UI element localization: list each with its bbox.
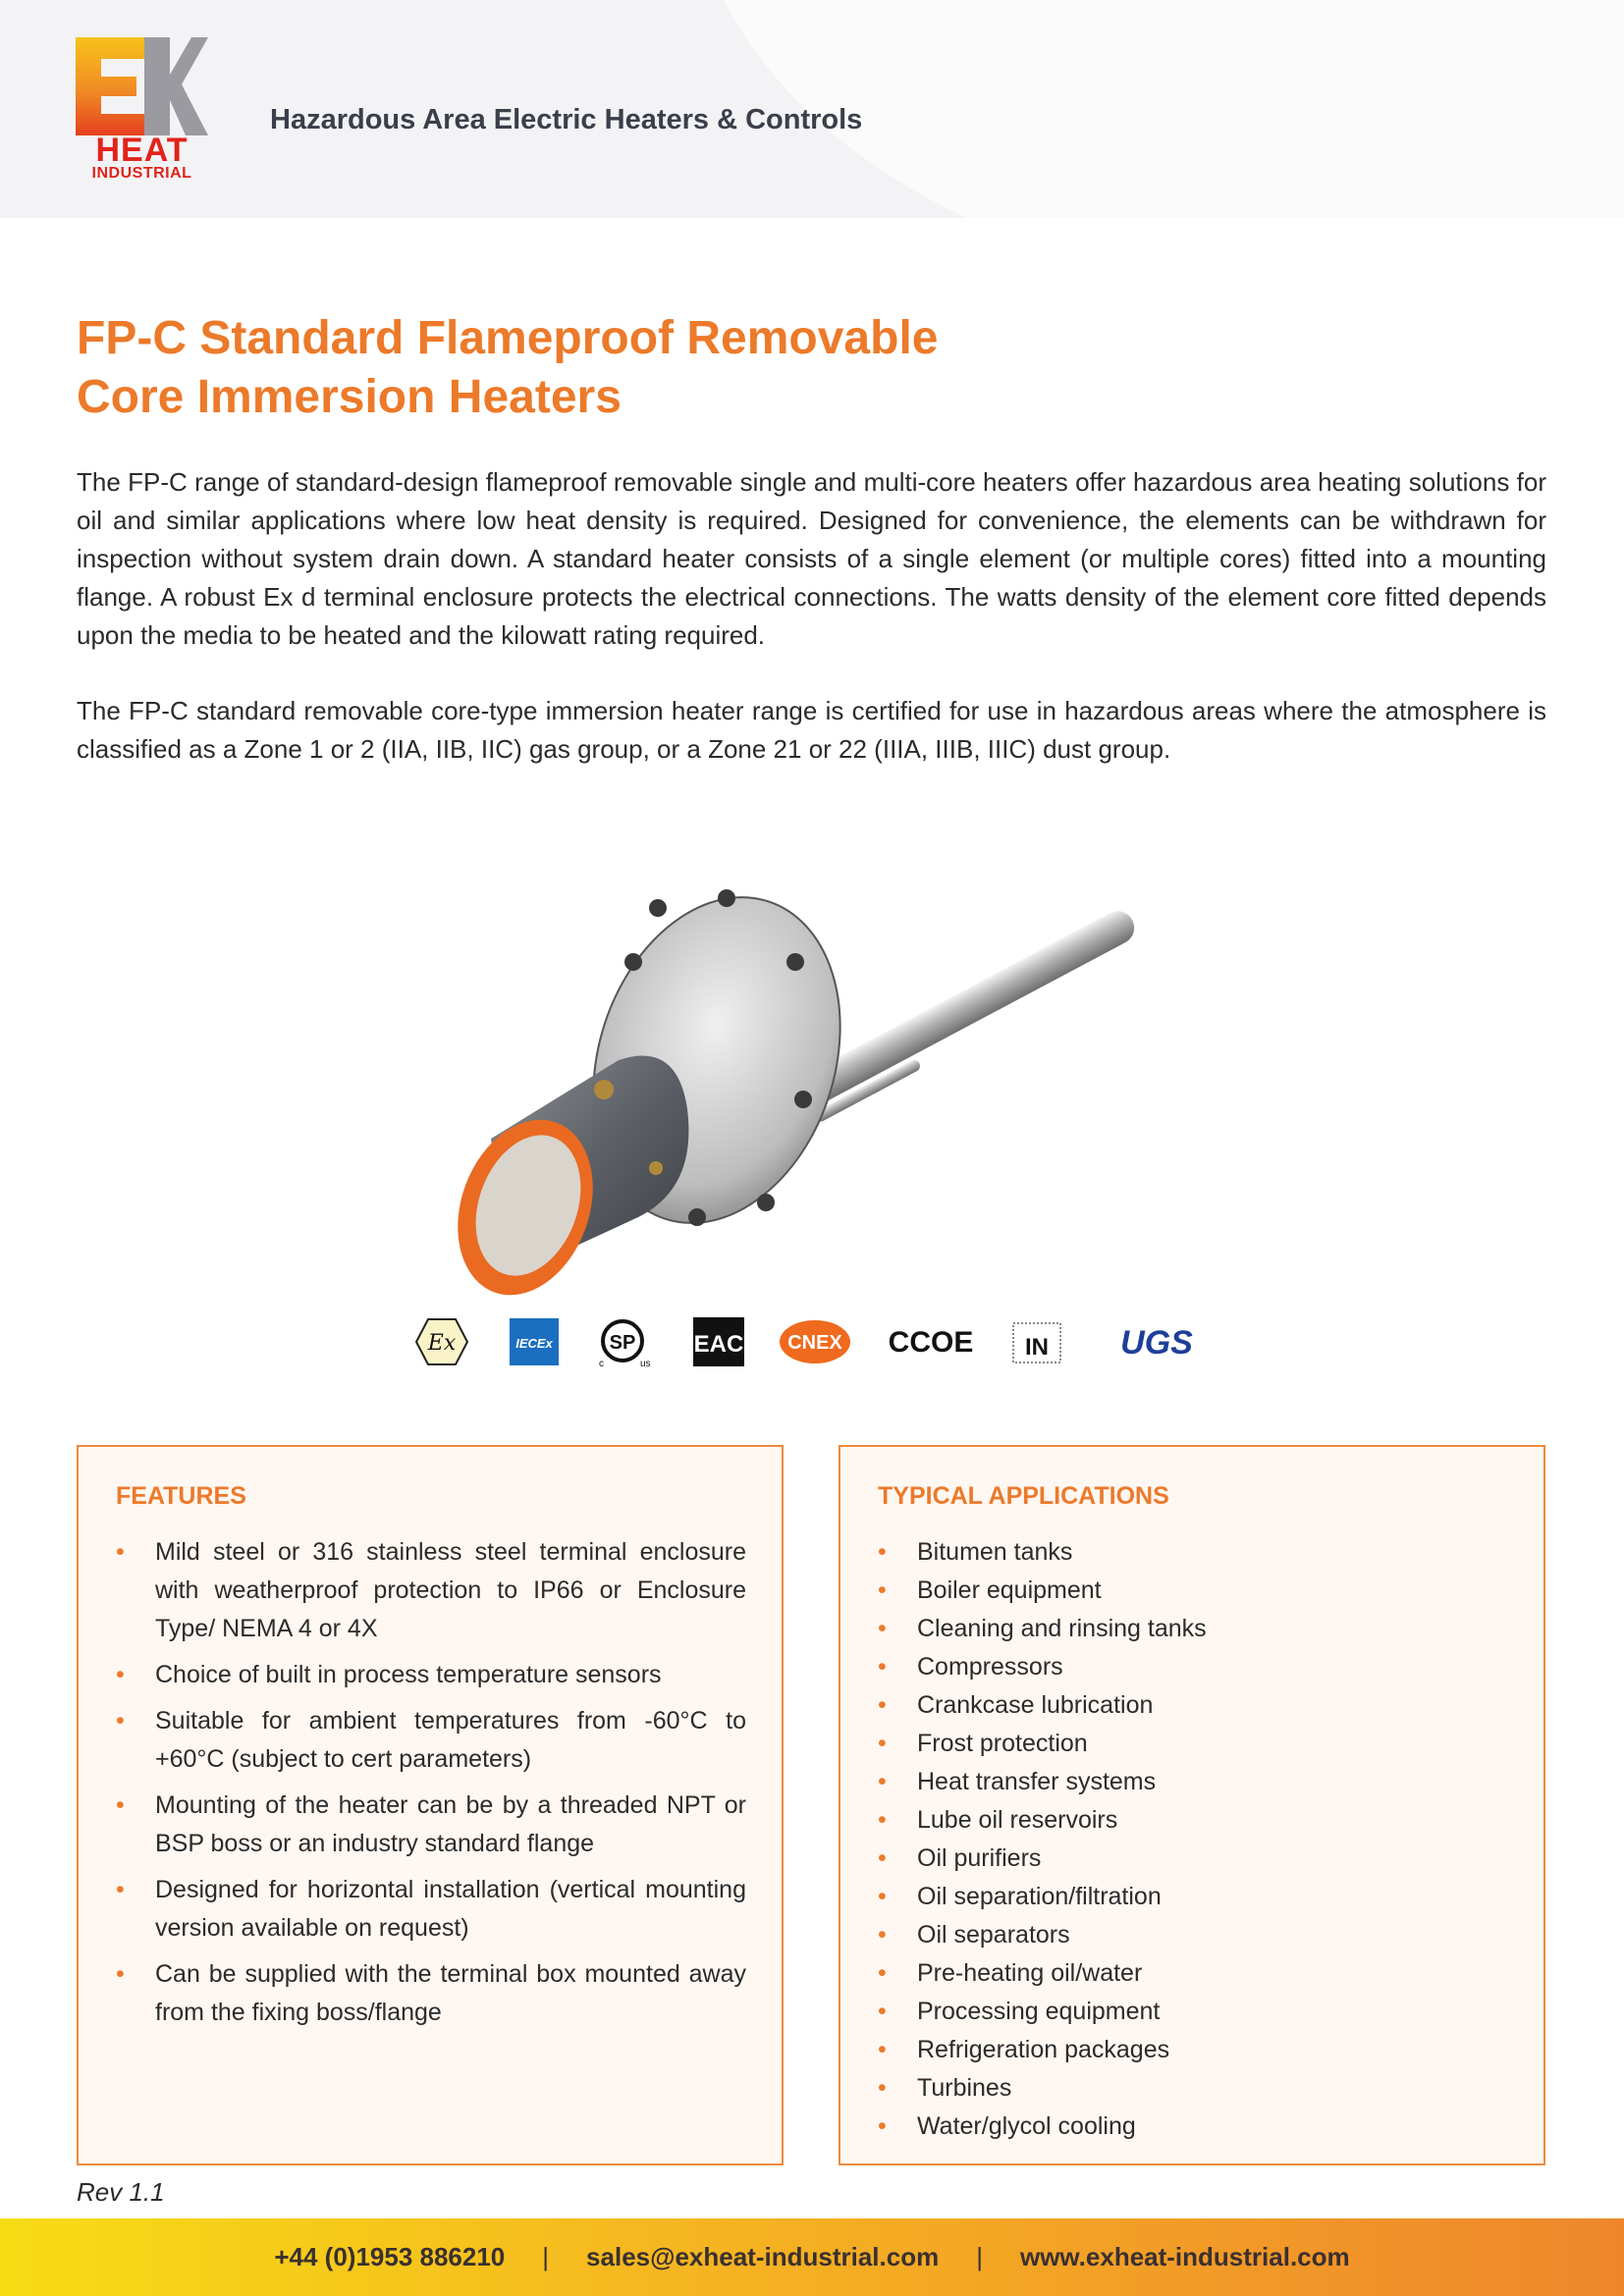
application-text: Oil purifiers (917, 1844, 1042, 1872)
list-item (878, 1763, 1508, 1801)
features-list (116, 1533, 746, 2040)
application-text: Lube oil reservoirs (917, 1806, 1118, 1834)
page-title (77, 309, 1157, 427)
footer-separator: | (976, 2242, 983, 2271)
svg-text:CNEX: CNEX (787, 1332, 842, 1354)
feature-text: Suitable for ambient temperatures from -60°C to +60°C (subject to cert parameters) (155, 1707, 746, 1773)
svg-text:IN: IN (1025, 1334, 1049, 1361)
svg-text:UGS: UGS (1120, 1324, 1193, 1362)
list-item (116, 1787, 746, 1863)
list-item (878, 2069, 1508, 2108)
inmetro-mark-icon (1009, 1315, 1064, 1368)
bullet-icon: • (878, 2036, 887, 2063)
list-item (878, 2031, 1508, 2069)
revision-label: Rev 1.1 (77, 2177, 165, 2207)
svg-text:EAC: EAC (693, 1331, 744, 1358)
feature-text: Designed for horizontal installation (vertical mounting version available on request) (155, 1876, 746, 1942)
list-item (878, 1954, 1508, 1993)
bullet-icon: • (878, 1883, 887, 1910)
bullet-icon: • (878, 1844, 887, 1872)
svg-text:IECEx: IECEx (515, 1336, 553, 1351)
application-text: Crankcase lubrication (917, 1691, 1154, 1719)
svg-text:SP: SP (609, 1332, 636, 1354)
bullet-icon: • (116, 1707, 125, 1735)
list-item (116, 1533, 746, 1648)
applications-heading: TYPICAL APPLICATIONS (878, 1482, 1169, 1510)
bullet-icon: • (878, 1691, 887, 1719)
list-item (878, 1610, 1508, 1648)
bullet-icon: • (878, 1538, 887, 1566)
feature-text: Can be supplied with the terminal box mounted away from the fixing boss/flange (155, 1960, 746, 2026)
ccoe-mark-icon (882, 1315, 980, 1368)
bullet-icon: • (878, 1576, 887, 1604)
list-item (878, 1572, 1508, 1610)
list-item (878, 1533, 1508, 1572)
svg-text:CCOE: CCOE (888, 1326, 974, 1359)
intro-paragraph-2: The FP-C standard removable core-type immersion heater range is certified for use in hazardous areas where the atmosphere is classified as a Zone 1 or 2 (IIA, IIB, IIC) gas group, or a Zone 21 or 22 (IIIA, IIIB, IIIC) dust group. (77, 696, 1546, 764)
applications-list (878, 1533, 1508, 2146)
ugs-mark-icon (1108, 1315, 1206, 1368)
bullet-icon: • (878, 2074, 887, 2102)
eac-mark-icon (692, 1315, 745, 1368)
application-text: Turbines (917, 2074, 1012, 2102)
bullet-icon: • (878, 1615, 887, 1642)
list-item (878, 1648, 1508, 1686)
bullet-icon: • (878, 1768, 887, 1795)
application-text: Compressors (917, 1653, 1063, 1681)
application-text: Frost protection (917, 1730, 1088, 1757)
footer-phone[interactable]: +44 (0)1953 886210 (274, 2242, 506, 2271)
bullet-icon: • (116, 1538, 125, 1566)
feature-text: Mounting of the heater can be by a threaded NPT or BSP boss or an industry standard flange (155, 1791, 746, 1857)
list-item (116, 1656, 746, 1694)
list-item (878, 1840, 1508, 1878)
application-text: Cleaning and rinsing tanks (917, 1615, 1207, 1642)
atex-ex-mark-icon (412, 1315, 471, 1368)
header-band (0, 0, 1624, 218)
svg-text:us: us (640, 1359, 651, 1368)
list-item (116, 1702, 746, 1779)
bullet-icon: • (878, 1921, 887, 1949)
list-item (878, 1916, 1508, 1954)
product-image-heater (432, 815, 1198, 1306)
list-item (878, 1686, 1508, 1725)
bullet-icon: • (116, 1791, 125, 1819)
certification-logos (412, 1315, 1218, 1374)
ek-logo-mark (76, 37, 208, 135)
application-text: Processing equipment (917, 1998, 1161, 2025)
cnex-mark-icon (776, 1315, 854, 1368)
application-text: Water/glycol cooling (917, 2112, 1136, 2140)
bullet-icon: • (116, 1661, 125, 1688)
bullet-icon: • (116, 1876, 125, 1903)
logo-industrial-text: INDUSTRIAL (91, 165, 192, 182)
bullet-icon: • (878, 2112, 887, 2140)
application-text: Pre-heating oil/water (917, 1959, 1143, 1987)
list-item (116, 1955, 746, 2032)
bullet-icon: • (878, 1959, 887, 1987)
bullet-icon: • (878, 1806, 887, 1834)
header-tagline: Hazardous Area Electric Heaters & Controls (270, 104, 863, 135)
list-item (878, 1878, 1508, 1916)
features-heading: FEATURES (116, 1482, 246, 1510)
footer-email-link[interactable]: sales@exheat-industrial.com (586, 2242, 940, 2271)
application-text: Refrigeration packages (917, 2036, 1170, 2063)
footer-website-link[interactable]: www.exheat-industrial.com (1019, 2242, 1350, 2271)
list-item (116, 1871, 746, 1948)
list-item (878, 1725, 1508, 1763)
bullet-icon: • (878, 1653, 887, 1681)
svg-text:Ex: Ex (427, 1331, 457, 1356)
bullet-icon: • (878, 1998, 887, 2025)
features-panel (77, 1445, 784, 2165)
title-line-1: FP-C Standard Flameproof Removable (77, 312, 939, 364)
application-text: Heat transfer systems (917, 1768, 1157, 1795)
footer-contact-bar (0, 2218, 1624, 2296)
intro-paragraph-1: The FP-C range of standard-design flameproof removable single and multi-core heaters offer hazardous area heating solutions for oil and similar applications where low heat density is required. Designed for convenience, the elements can be withdrawn for inspection without system drain down. A standard heater consists of a single element (or multiple cores) fitted into a mounting flange. A robust Ex d terminal enclosure protects the electrical connections. The watts density of the element core fitted depends upon the media to be heated and the kilowatt rating required. (77, 467, 1546, 650)
list-item (878, 2108, 1508, 2146)
logo-heat-text: HEAT (95, 132, 189, 169)
feature-text: Mild steel or 316 stainless steel terminal enclosure with weatherproof protection to IP66 or Enclosure Type/ NEMA 4 or 4X (155, 1538, 746, 1642)
iecex-mark-icon (509, 1315, 560, 1368)
title-line-2: Core Immersion Heaters (77, 371, 622, 423)
footer-separator: | (542, 2242, 550, 2271)
application-text: Oil separation/filtration (917, 1883, 1162, 1910)
csa-mark-icon (597, 1315, 656, 1368)
bullet-icon: • (116, 1960, 125, 1988)
application-text: Oil separators (917, 1921, 1070, 1949)
svg-text:c: c (599, 1359, 604, 1368)
list-item (878, 1993, 1508, 2031)
applications-panel (839, 1445, 1545, 2165)
company-logo (76, 37, 208, 183)
feature-text: Choice of built in process temperature sensors (155, 1661, 662, 1688)
list-item (878, 1801, 1508, 1840)
application-text: Boiler equipment (917, 1576, 1102, 1604)
application-text: Bitumen tanks (917, 1538, 1073, 1566)
bullet-icon: • (878, 1730, 887, 1757)
